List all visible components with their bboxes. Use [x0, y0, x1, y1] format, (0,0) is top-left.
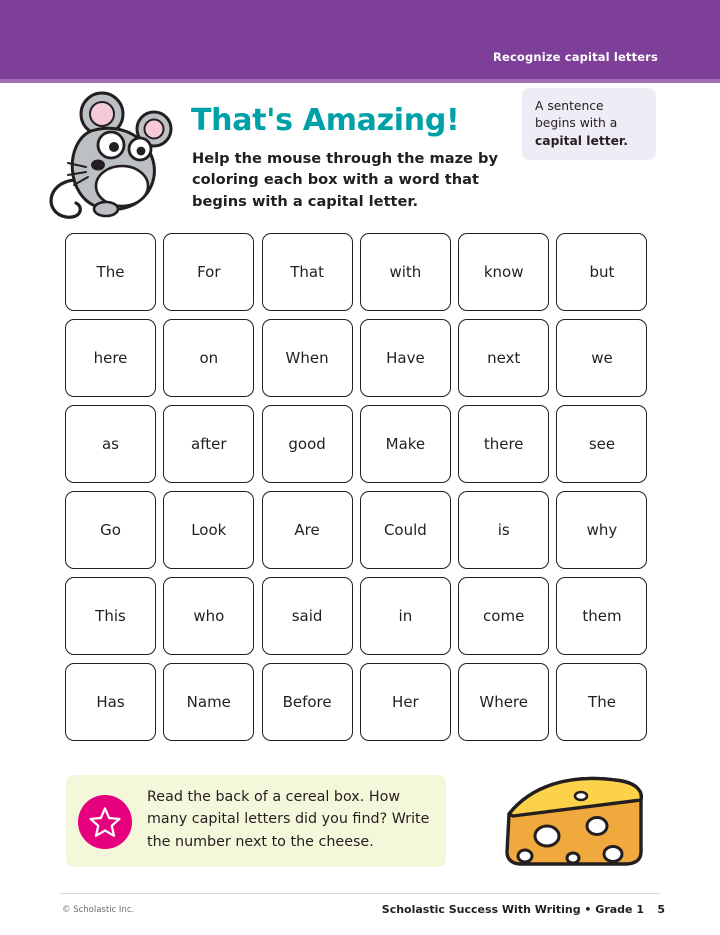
footer-divider — [60, 893, 660, 894]
maze-cell[interactable]: who — [163, 577, 254, 655]
maze-cell[interactable]: said — [262, 577, 353, 655]
activity-text: Read the back of a cereal box. How many capital letters did you find? Write the number next to the cheese. — [147, 789, 430, 850]
maze-cell[interactable]: with — [360, 233, 451, 311]
maze-cell[interactable]: but — [556, 233, 647, 311]
star-badge — [78, 795, 132, 849]
maze-cell[interactable]: come — [458, 577, 549, 655]
maze-cell[interactable]: is — [458, 491, 549, 569]
maze-cell[interactable]: there — [458, 405, 549, 483]
maze-cell[interactable]: them — [556, 577, 647, 655]
maze-cell[interactable]: Name — [163, 663, 254, 741]
maze-cell[interactable]: Make — [360, 405, 451, 483]
maze-cell[interactable]: Her — [360, 663, 451, 741]
mouse-illustration — [36, 85, 181, 225]
page-title: That's Amazing! — [191, 103, 460, 138]
page-number: 5 — [657, 903, 665, 916]
tip-text — [535, 98, 644, 150]
maze-cell[interactable]: next — [458, 319, 549, 397]
maze-cell[interactable]: For — [163, 233, 254, 311]
maze-cell[interactable]: Could — [360, 491, 451, 569]
maze-cell[interactable]: Are — [262, 491, 353, 569]
maze-cell[interactable]: Where — [458, 663, 549, 741]
word-maze-grid — [65, 233, 655, 749]
cheese-illustration — [495, 770, 655, 875]
maze-cell[interactable]: That — [262, 233, 353, 311]
maze-cell[interactable]: in — [360, 577, 451, 655]
maze-cell[interactable]: Has — [65, 663, 156, 741]
copyright-text: © Scholastic Inc. — [62, 905, 135, 915]
maze-cell[interactable]: Go — [65, 491, 156, 569]
star-icon — [88, 805, 122, 839]
header-bar — [0, 0, 720, 79]
maze-cell[interactable]: know — [458, 233, 549, 311]
tip-line-1: A sentence — [535, 99, 604, 113]
maze-cell[interactable]: after — [163, 405, 254, 483]
maze-cell[interactable]: why — [556, 491, 647, 569]
skill-label: Recognize capital letters — [493, 50, 658, 64]
maze-cell[interactable]: Have — [360, 319, 451, 397]
book-title-footer: Scholastic Success With Writing • Grade 1 — [381, 903, 644, 916]
tip-line-2: begins with a — [535, 116, 618, 131]
tip-box — [522, 88, 656, 160]
maze-cell[interactable]: The — [556, 663, 647, 741]
maze-cell[interactable]: Before — [262, 663, 353, 741]
maze-cell[interactable]: The — [65, 233, 156, 311]
maze-cell[interactable]: on — [163, 319, 254, 397]
header-divider — [0, 79, 720, 83]
maze-cell[interactable]: good — [262, 405, 353, 483]
maze-cell[interactable]: This — [65, 577, 156, 655]
maze-cell[interactable]: When — [262, 319, 353, 397]
maze-cell[interactable]: Look — [163, 491, 254, 569]
maze-cell[interactable]: here — [65, 319, 156, 397]
maze-cell[interactable]: we — [556, 319, 647, 397]
maze-cell[interactable]: see — [556, 405, 647, 483]
maze-cell[interactable]: as — [65, 405, 156, 483]
directions-text: Help the mouse through the maze by coloring each box with a word that begins with a capital letter. — [192, 150, 498, 210]
tip-line-3: capital letter. — [535, 133, 628, 148]
